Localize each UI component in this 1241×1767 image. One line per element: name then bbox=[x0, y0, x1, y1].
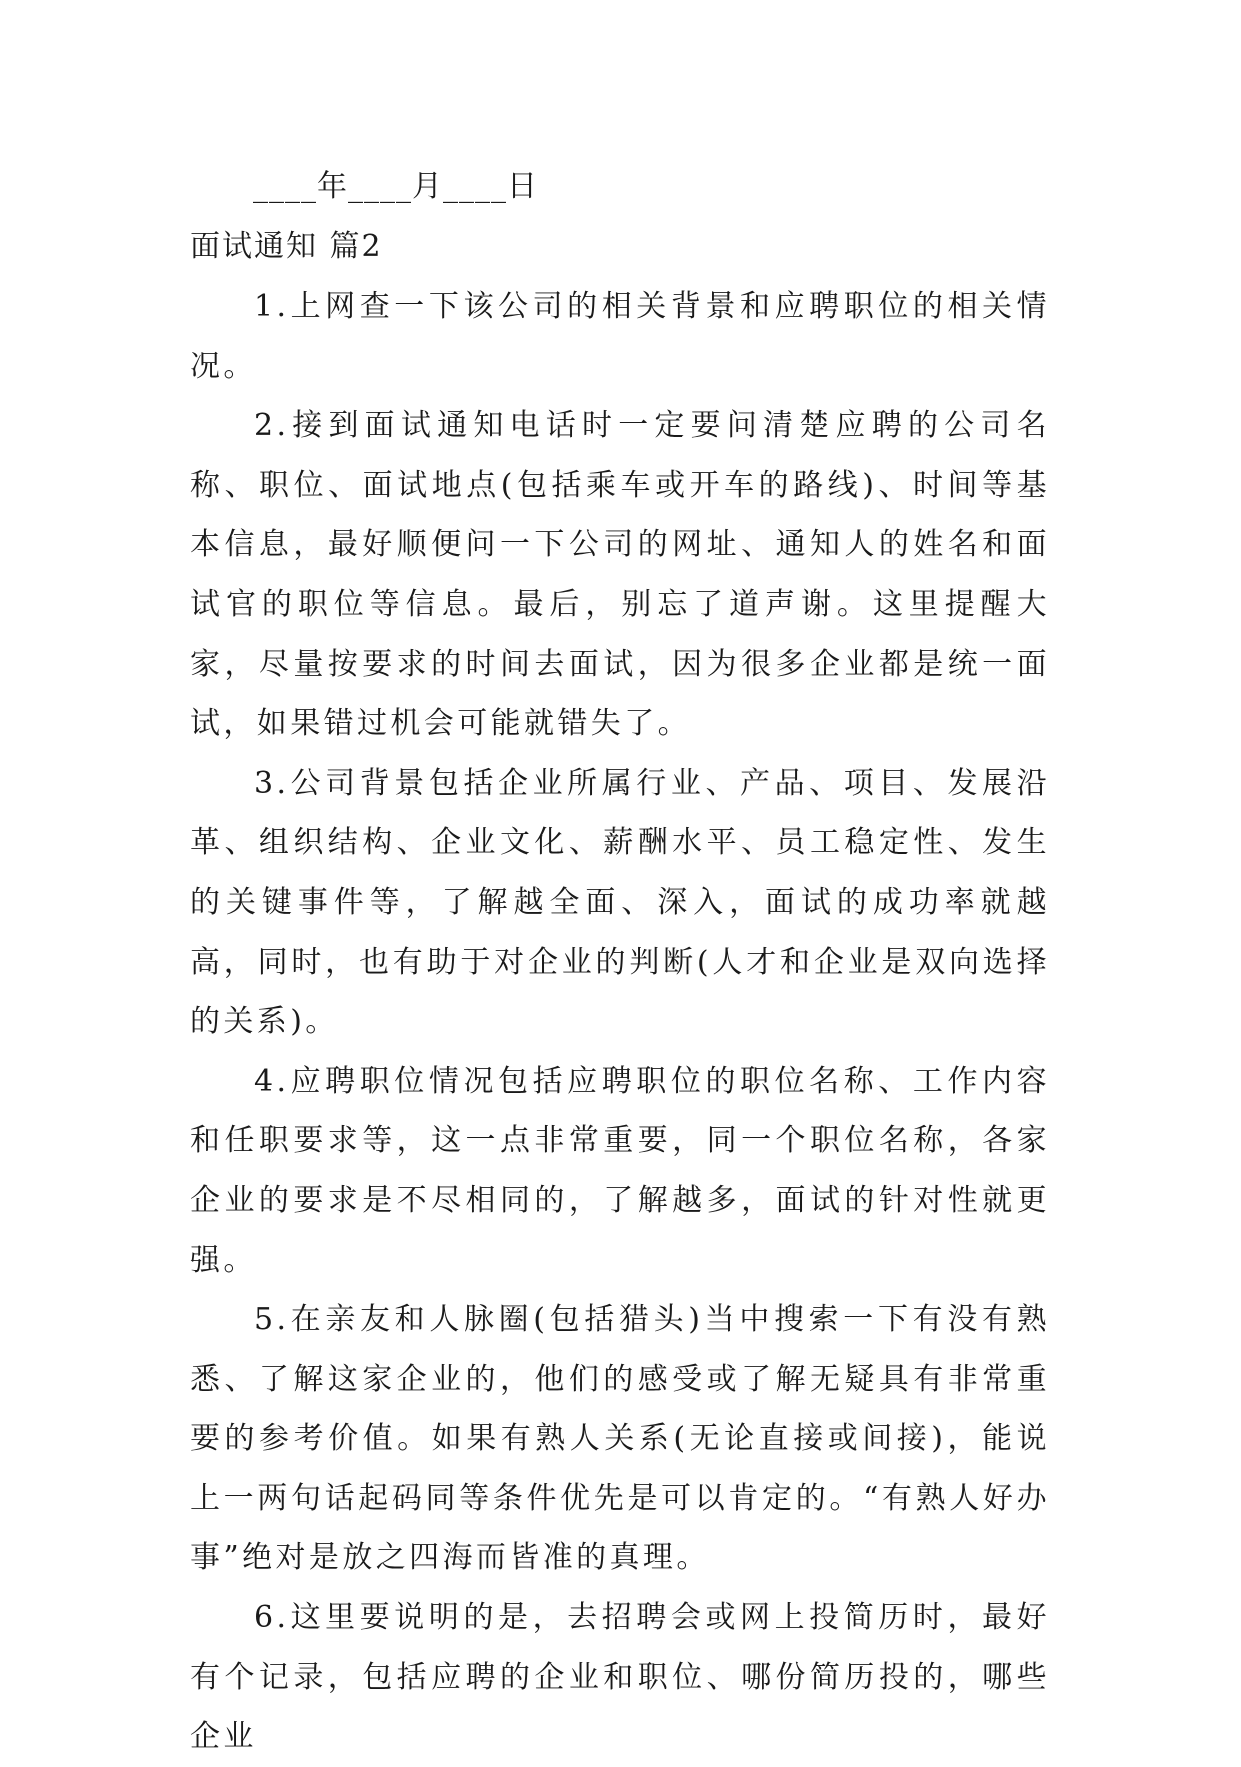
paragraph-4: 4.应聘职位情况包括应聘职位的职位名称、工作内容和任职要求等，这一点非常重要，同一个职位名称，各家企业的要求是不尽相同的，了解越多，面试的针对性就更强。 bbox=[190, 1063, 1050, 1278]
date-line: ____年____月____日 bbox=[253, 169, 538, 204]
paragraph-3: 3.公司背景包括企业所属行业、产品、项目、发展沿革、组织结构、企业文化、薪酬水平、员工稳定性、发生的关键事件等，了解越全面、深入，面试的成功率就越高，同时，也有助于对企业的判断(人才和企业是双向选择的关系)。 bbox=[190, 765, 1050, 1040]
section-title: 面试通知 篇2 bbox=[190, 229, 383, 264]
paragraph-2: 2.接到面试通知电话时一定要问清楚应聘的公司名称、职位、面试地点(包括乘车或开车的路线)、时间等基本信息，最好顺便问一下公司的网址、通知人的姓名和面试官的职位等信息。最后，别忘了道声谢。这里提醒大家，尽量按要求的时间去面试，因为很多企业都是统一面试，如果错过机会可能就错失了。 bbox=[190, 408, 1050, 742]
paragraph-1: 1.上网查一下该公司的相关背景和应聘职位的相关情况。 bbox=[190, 289, 1050, 384]
paragraph-5: 5.在亲友和人脉圈(包括猎头)当中搜索一下有没有熟悉、了解这家企业的，他们的感受或了解无疑具有非常重要的参考价值。如果有熟人关系(无论直接或间接)，能说上一两句话起码同等条件优先是可以肯定的。“有熟人好办事”绝对是放之四海而皆准的真理。 bbox=[190, 1302, 1050, 1576]
paragraph-6: 6.这里要说明的是，去招聘会或网上投简历时，最好有个记录，包括应聘的企业和职位、哪份简历投的，哪些企业 bbox=[190, 1600, 1050, 1755]
document-body bbox=[190, 277, 1050, 1767]
